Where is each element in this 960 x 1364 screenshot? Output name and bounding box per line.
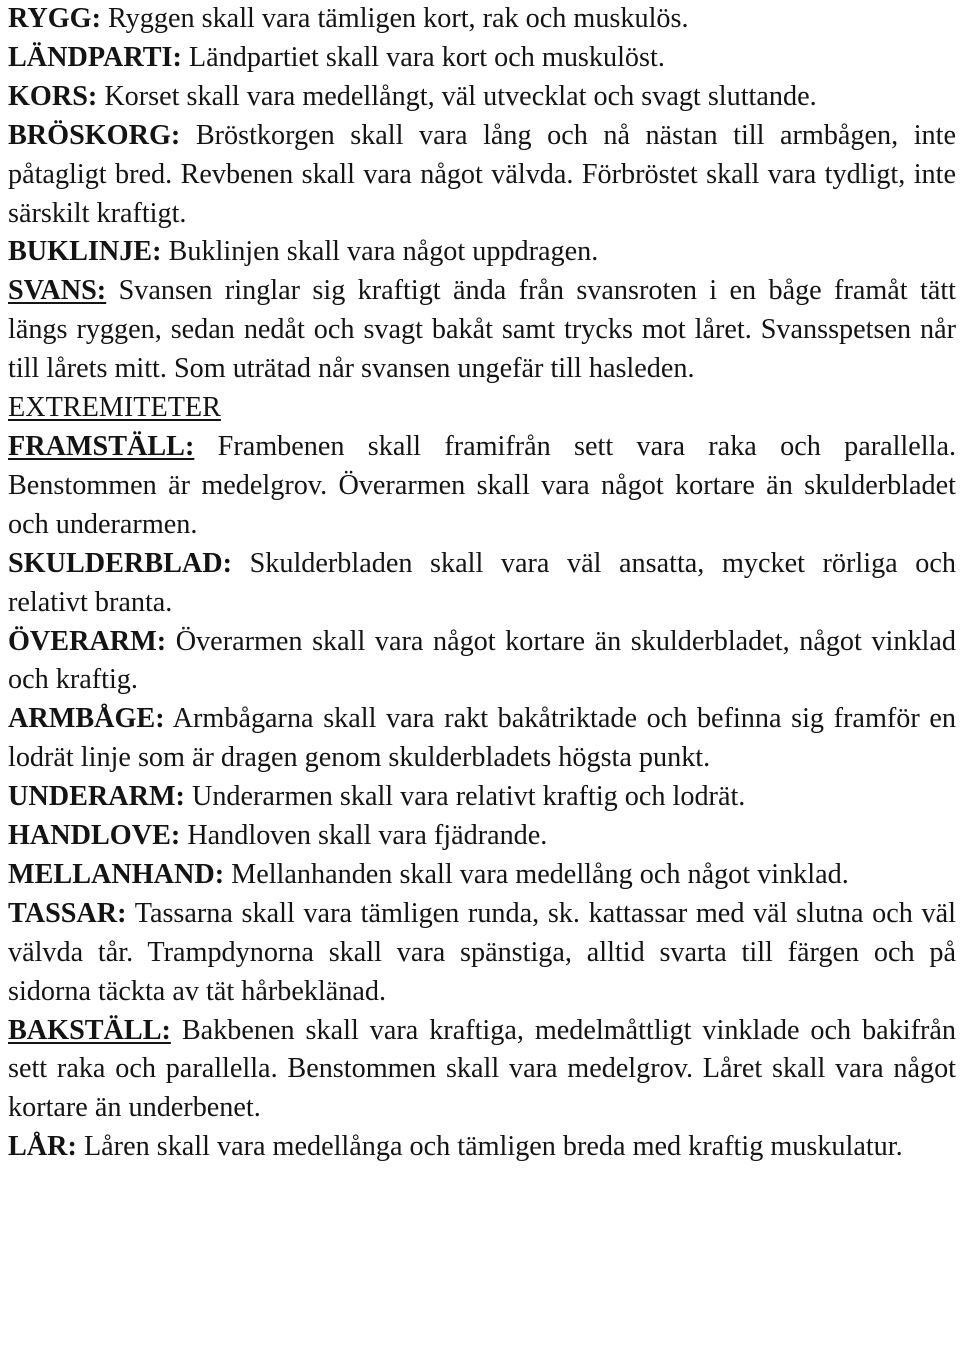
term-kors: KORS: xyxy=(8,80,98,112)
term-underarm: UNDERARM: xyxy=(8,781,185,813)
text-mellanhand: Mellanhanden skall vara medellång och något vinklad. xyxy=(224,858,849,890)
section-mellanhand xyxy=(8,856,956,895)
section-underarm xyxy=(8,778,956,817)
text-bakstall: Bakbenen skall vara kraftiga, medelmåttligt vinklade och bakifrån sett raka och parallella. Benstommen skall vara medelgrov. Låret skall vara något kortare än underbenet. xyxy=(8,1014,956,1124)
section-framstall xyxy=(8,428,956,545)
text-buklinje: Buklinjen skall vara något uppdragen. xyxy=(161,236,599,268)
section-svans xyxy=(8,272,956,389)
term-lar: LÅR: xyxy=(8,1131,77,1163)
text-lar: Låren skall vara medellånga och tämligen breda med kraftig muskulatur. xyxy=(76,1131,903,1163)
term-buklinje: BUKLINJE: xyxy=(8,236,162,268)
text-landparti: Ländpartiet skall vara kort och muskulöst. xyxy=(181,41,665,73)
text-armbage: Armbågarna skall vara rakt bakåtriktade och befinna sig framför en lodrät linje som är dragen genom skulderbladets högsta punkt. xyxy=(8,703,956,774)
term-bakstall: BAKSTÄLL: xyxy=(8,1014,171,1046)
section-bakstall xyxy=(8,1012,956,1129)
text-handlove: Handloven skall vara fjädrande. xyxy=(180,820,548,852)
section-buklinje xyxy=(8,233,956,272)
section-lar xyxy=(8,1128,956,1167)
text-svans: Svansen ringlar sig kraftigt ända från svansroten i en båge framåt tätt längs ryggen, sedan nedåt och svagt bakåt samt trycks mot låret. Svansspetsen når till lårets mitt. Som uträtad når svansen ungefär till hasleden. xyxy=(8,275,956,385)
section-tassar xyxy=(8,895,956,1012)
text-skulderblad: Skulderbladen skall vara väl ansatta, mycket rörliga och relativt branta. xyxy=(8,547,956,618)
term-skulderblad: SKULDERBLAD: xyxy=(8,547,232,579)
text-overarm: Överarmen skall vara något kortare än skulderbladet, något vinklad och kraftig. xyxy=(8,625,956,696)
term-landparti: LÄNDPARTI: xyxy=(8,41,182,73)
text-broskorg: Bröstkorgen skall vara lång och nå nästan till armbågen, inte påtagligt bred. Revbenen skall vara något välvda. Förbröstet skall vara tydligt, inte särskilt kraftigt. xyxy=(8,119,956,229)
term-broskorg: BRÖSKORG: xyxy=(8,119,181,151)
text-framstall: Frambenen skall framifrån sett vara raka och parallella. Benstommen är medelgrov. Överarmen skall vara något kortare än skulderbladet och underarmen. xyxy=(8,430,956,540)
section-overarm xyxy=(8,623,956,701)
text-rygg: Ryggen skall vara tämligen kort, rak och muskulös. xyxy=(100,3,689,34)
term-framstall: FRAMSTÄLL: xyxy=(8,430,195,462)
term-mellanhand: MELLANHAND: xyxy=(8,858,225,890)
heading-extremiteter: EXTREMITETER xyxy=(8,392,221,424)
term-handlove: HANDLOVE: xyxy=(8,820,181,852)
section-landparti xyxy=(8,39,956,78)
section-rygg xyxy=(8,0,956,39)
term-tassar: TASSAR: xyxy=(8,897,127,929)
text-underarm: Underarmen skall vara relativt kraftig och lodrät. xyxy=(184,781,746,813)
term-rygg: RYGG: xyxy=(8,3,101,34)
section-kors xyxy=(8,78,956,117)
text-tassar: Tassarna skall vara tämligen runda, sk. kattassar med väl slutna och väl välvda tår. Trampdynorna skall vara spänstiga, alltid svarta till färgen och på sidorna täckta av tät hårbeklänad. xyxy=(8,897,956,1007)
term-armbage: ARMBÅGE: xyxy=(8,703,165,735)
term-svans: SVANS: xyxy=(8,275,107,307)
section-skulderblad xyxy=(8,545,956,623)
section-handlove xyxy=(8,817,956,856)
section-broskorg xyxy=(8,117,956,234)
term-overarm: ÖVERARM: xyxy=(8,625,167,657)
text-kors: Korset skall vara medellångt, väl utvecklat och svagt sluttande. xyxy=(97,80,817,112)
section-armbage xyxy=(8,700,956,778)
